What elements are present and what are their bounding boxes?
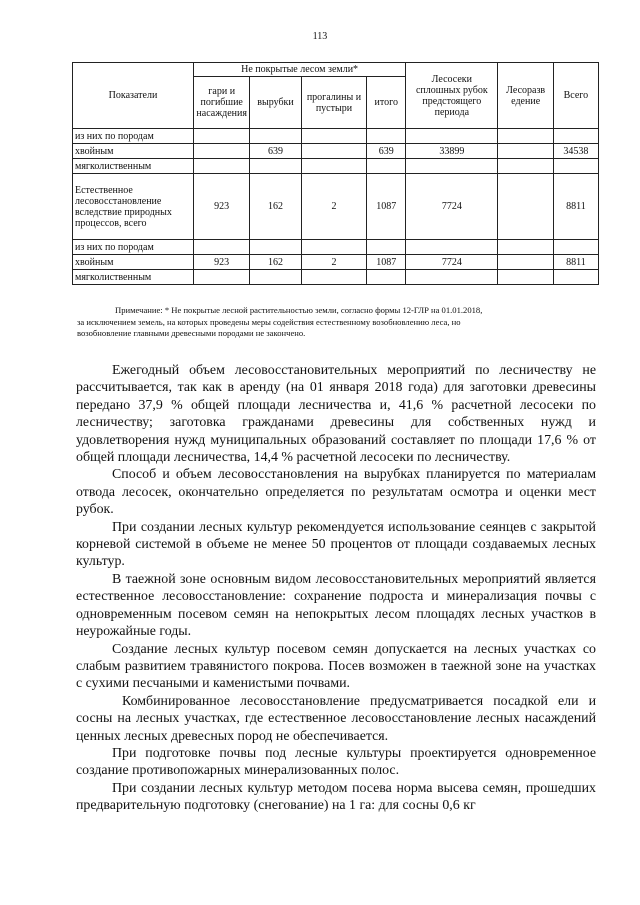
- table-row: [73, 174, 599, 240]
- row-label: хвойным: [73, 255, 194, 270]
- row-label: Естественное лесовосстановление вследствие природных процессов, всего: [73, 174, 194, 240]
- row-label: мягколиственным: [73, 270, 194, 285]
- cell: 923: [193, 174, 249, 240]
- cell: [553, 129, 598, 144]
- cell: 923: [193, 255, 249, 270]
- cell: [193, 159, 249, 174]
- cell: [250, 240, 301, 255]
- cell: [367, 159, 406, 174]
- cell: [553, 240, 598, 255]
- cell: 1087: [367, 174, 406, 240]
- cell: [250, 270, 301, 285]
- cell: [193, 240, 249, 255]
- cell: [301, 144, 367, 159]
- cell: [193, 129, 249, 144]
- cell: 1087: [367, 255, 406, 270]
- cell: 2: [301, 174, 367, 240]
- cell: [367, 129, 406, 144]
- table-row: [73, 144, 599, 159]
- cell: [498, 240, 553, 255]
- cell: [406, 240, 498, 255]
- table-row: [73, 270, 599, 285]
- paragraph: Создание лесных культур посевом семян допускается на лесных участках со слабым развитием травянистого покрова. Посев возможен в таежной зоне на участках с сухими песчаными и каменистыми почвами.: [76, 641, 596, 692]
- paragraph: В таежной зоне основным видом лесовосстановительных мероприятий является естественное лесовосстановление: сохранение подроста и минерализация почвы с одновременным посевом семян на непокрытых лесом площадях лесных участков в неурожайные годы.: [76, 571, 596, 640]
- cell: [498, 270, 553, 285]
- cell: 2: [301, 255, 367, 270]
- body-text: [76, 362, 596, 815]
- cell: [498, 174, 553, 240]
- cell: 8811: [553, 255, 598, 270]
- header-indicators: Показатели: [73, 63, 194, 129]
- header-afforestation: Лесоразв едение: [498, 63, 553, 129]
- cell: [406, 270, 498, 285]
- cell: [367, 240, 406, 255]
- table-footnote: [77, 305, 595, 340]
- cell: 162: [250, 174, 301, 240]
- cell: [301, 159, 367, 174]
- cell: [193, 144, 249, 159]
- paragraph: При подготовке почвы под лесные культуры проектируется одновременное создание противопожарных минерализованных полос.: [76, 745, 596, 779]
- cell: 639: [367, 144, 406, 159]
- cell: [498, 159, 553, 174]
- cell: 7724: [406, 255, 498, 270]
- row-label: из них по породам: [73, 129, 194, 144]
- paragraph: Ежегодный объем лесовосстановительных мероприятий по лесничеству не рассчитывается, так как в аренду (на 01 января 2018 года) для заготовки древесины передано 37,9 % общей площади лесничества и, 41,6 % расчетной лесосеки по лесничеству; заготовка гражданами древесины для собственных нужд и удовлетворения нужд муниципальных образований составляет по площади 17,6 % от общей площади лесничества, 14,4 % расчетной лесосеки по лесничеству.: [76, 363, 596, 466]
- header-glades: прогалины и пустыри: [301, 77, 367, 129]
- header-unforested-group: Не покрытые лесом земли*: [193, 63, 405, 77]
- cell: 8811: [553, 174, 598, 240]
- cell: [301, 240, 367, 255]
- cell: 33899: [406, 144, 498, 159]
- page-number: 113: [312, 31, 328, 42]
- footnote-line: возобновление главными древесными породами не закончено.: [77, 328, 306, 338]
- table-row: [73, 129, 599, 144]
- cell: [367, 270, 406, 285]
- cell: 639: [250, 144, 301, 159]
- cell: 34538: [553, 144, 598, 159]
- cell: [498, 255, 553, 270]
- cell: [193, 270, 249, 285]
- header-burnt: гари и погибшие насаждения: [193, 77, 249, 129]
- row-label: из них по породам: [73, 240, 194, 255]
- cell: [498, 144, 553, 159]
- cell: [301, 270, 367, 285]
- cell: [553, 159, 598, 174]
- footnote-line: за исключением земель, на которых проведены меры содействия естественному возобновлению леса, но: [77, 316, 461, 327]
- paragraph: При создании лесных культур рекомендуется использование сеянцев с закрытой корневой системой в объеме не менее 50 процентов от площади создаваемых лесных культур.: [76, 519, 596, 570]
- table-row: [73, 159, 599, 174]
- paragraph: При создании лесных культур методом посева норма высева семян, прошедших предварительную подготовку (снегование) на 1 га: для сосны 0,6 кг: [76, 780, 596, 814]
- table-row: [73, 240, 599, 255]
- cell: [250, 129, 301, 144]
- cell: [406, 159, 498, 174]
- cell: [301, 129, 367, 144]
- cell: [498, 129, 553, 144]
- header-clearcuts: вырубки: [250, 77, 301, 129]
- cell: [406, 129, 498, 144]
- paragraph: Способ и объем лесовосстановления на вырубках планируется по материалам отвода лесосек, окончательно определяется по результатам осмотра и оценки мест рубок.: [76, 467, 596, 518]
- row-label: хвойным: [73, 144, 194, 159]
- table-row: [73, 255, 599, 270]
- row-label: мягколиственным: [73, 159, 194, 174]
- header-subtotal: итого: [367, 77, 406, 129]
- cell: 162: [250, 255, 301, 270]
- header-cut-areas: Лесосеки сплошных рубок предстоящего периода: [406, 63, 498, 129]
- data-table: [72, 62, 599, 285]
- paragraph: Комбинированное лесовосстановление предусматривается посадкой ели и сосны на лесных участках, где естественное лесовосстановление лесных насаждений ценных лесных древесных пород не обеспечивается.: [76, 693, 596, 744]
- cell: [250, 159, 301, 174]
- cell: [553, 270, 598, 285]
- footnote-line: Примечание: * Не покрытые лесной растительностью земли, согласно формы 12-ГЛР на 01.01.2018,: [115, 305, 483, 315]
- cell: 7724: [406, 174, 498, 240]
- header-total: Всего: [553, 63, 598, 129]
